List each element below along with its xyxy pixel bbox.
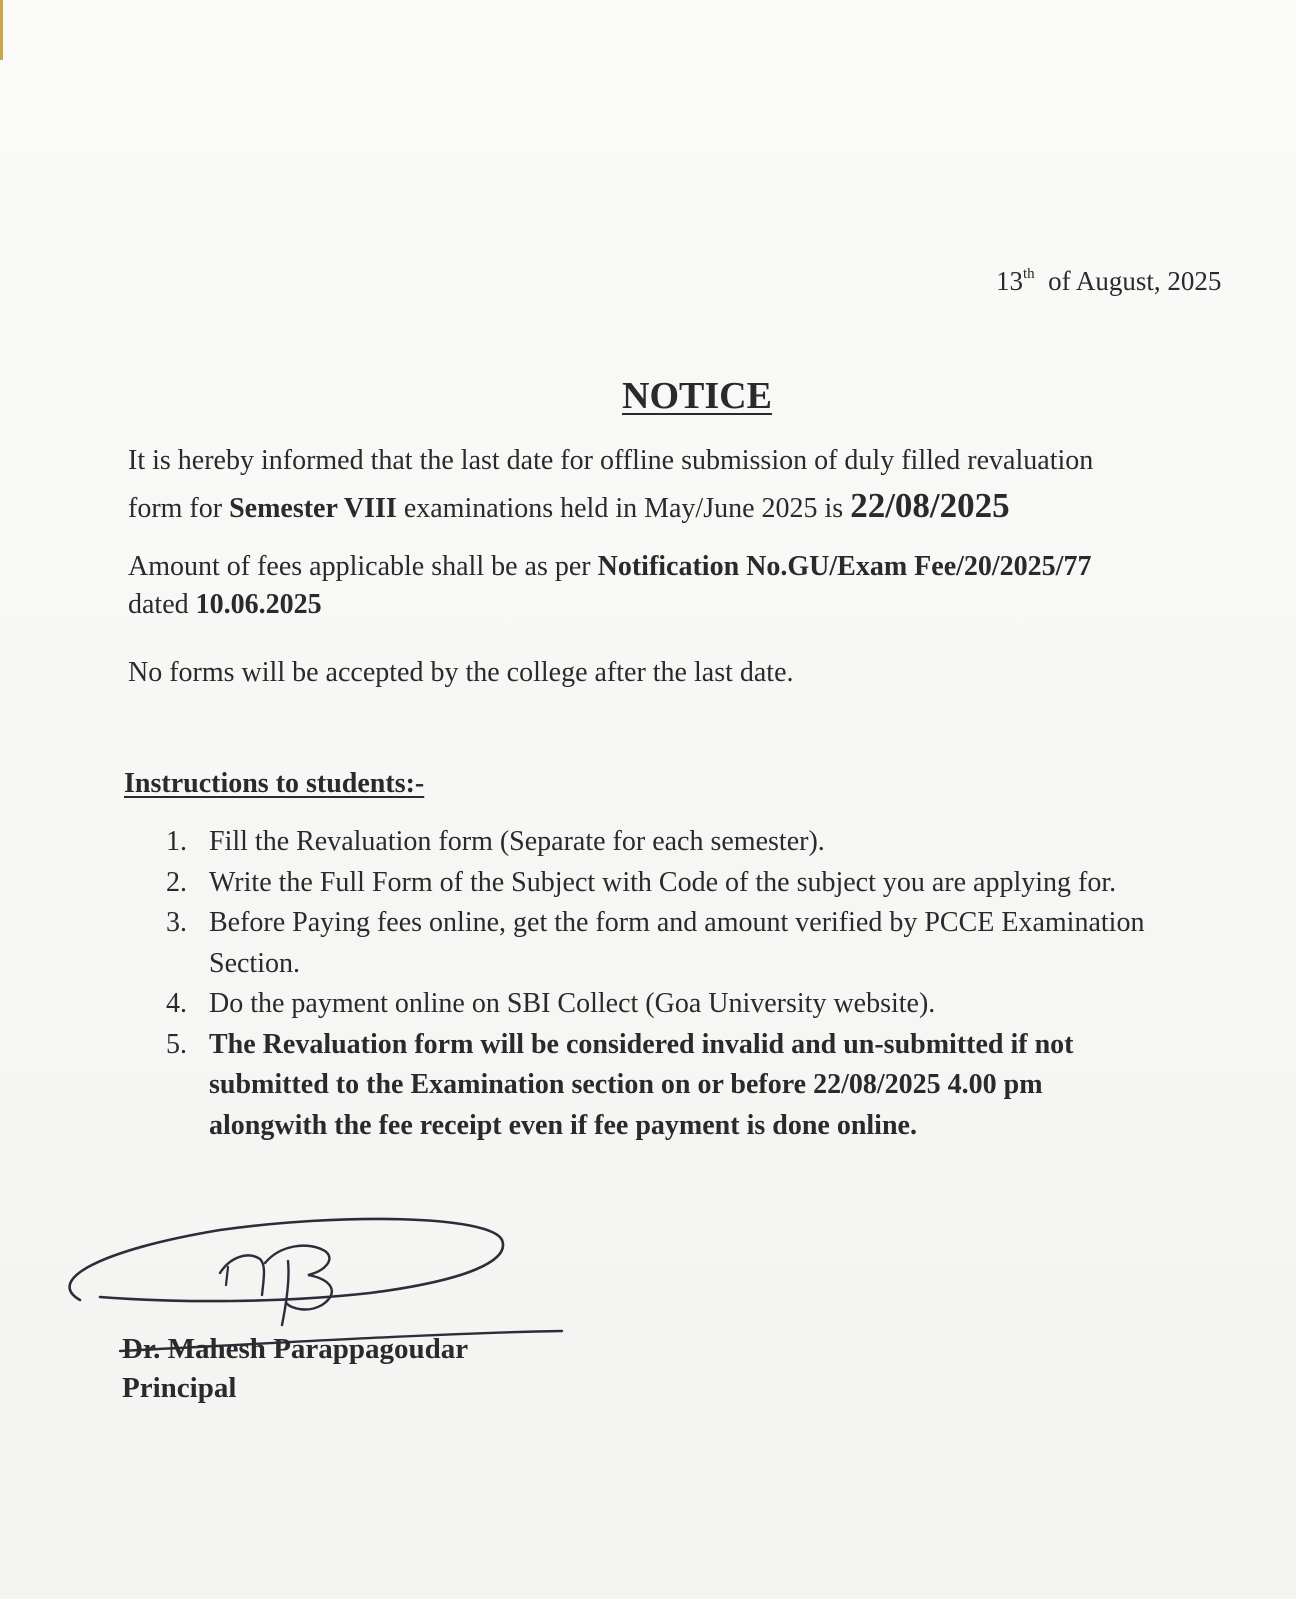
signatory-name: Dr. Mahesh Parappagoudar bbox=[122, 1333, 469, 1365]
notice-paragraph-3: No forms will be accepted by the college after the last date. bbox=[128, 657, 794, 688]
instruction-item bbox=[160, 863, 1270, 904]
instruction-line: alongwith the fee receipt even if fee payment is done online. bbox=[209, 1109, 917, 1141]
last-date: 22/08/2025 bbox=[850, 486, 1010, 525]
instruction-line: The Revaluation form will be considered invalid and un-submitted if not bbox=[209, 1028, 1074, 1060]
instruction-item bbox=[160, 903, 1270, 984]
notice-paragraph-1 bbox=[128, 438, 1268, 531]
instruction-number: 1. bbox=[166, 826, 187, 857]
signatory-title: Principal bbox=[122, 1372, 237, 1404]
instructions-list bbox=[160, 822, 1270, 1146]
instruction-item bbox=[160, 822, 1270, 863]
instruction-line: Section. bbox=[209, 947, 300, 979]
instructions-heading: Instructions to students:- bbox=[124, 768, 425, 799]
notice-paragraph-2 bbox=[128, 548, 1268, 624]
instruction-number: 2. bbox=[166, 866, 187, 898]
date-rest: of August, 2025 bbox=[1048, 266, 1222, 296]
paragraph-1-text-mid: examinations held in May/June 2025 is bbox=[396, 493, 851, 524]
paragraph-2-line-1 bbox=[128, 548, 1268, 586]
notice-date bbox=[996, 266, 1221, 297]
instruction-number: 4. bbox=[166, 988, 187, 1019]
dated-label: dated bbox=[128, 589, 196, 620]
instruction-line: Do the payment online on SBI Collect (Goa University website). bbox=[209, 988, 936, 1019]
paragraph-1-line-1: It is hereby informed that the last date for offline submission of duly filled revaluation bbox=[128, 445, 1094, 476]
instruction-line: Fill the Revaluation form (Separate for each semester). bbox=[209, 826, 825, 857]
instruction-line: Write the Full Form of the Subject with Code of the subject you are applying for. bbox=[209, 866, 1117, 898]
instruction-item-important bbox=[160, 1025, 1270, 1147]
semester-label: Semester VIII bbox=[229, 493, 397, 524]
instruction-number: 3. bbox=[166, 907, 187, 938]
instruction-item bbox=[160, 984, 1270, 1025]
date-ordinal: th bbox=[1023, 266, 1035, 282]
paragraph-1-text: form for bbox=[128, 493, 230, 524]
instruction-number: 5. bbox=[166, 1028, 187, 1060]
scan-edge-mark bbox=[0, 0, 3, 60]
paragraph-2-line-2 bbox=[128, 586, 1268, 624]
instruction-line: Before Paying fees online, get the form and amount verified by PCCE Examination bbox=[209, 907, 1145, 938]
paragraph-2-text: Amount of fees applicable shall be as per bbox=[128, 551, 598, 582]
instruction-line: submitted to the Examination section on or before 22/08/2025 4.00 pm bbox=[209, 1069, 1043, 1100]
paragraph-1-line-2 bbox=[128, 483, 1268, 531]
notice-title: NOTICE bbox=[622, 375, 772, 417]
date-day: 13 bbox=[996, 266, 1023, 296]
notification-number: Notification No.GU/Exam Fee/20/2025/77 bbox=[597, 551, 1092, 582]
dated-value: 10.06.2025 bbox=[195, 589, 322, 620]
